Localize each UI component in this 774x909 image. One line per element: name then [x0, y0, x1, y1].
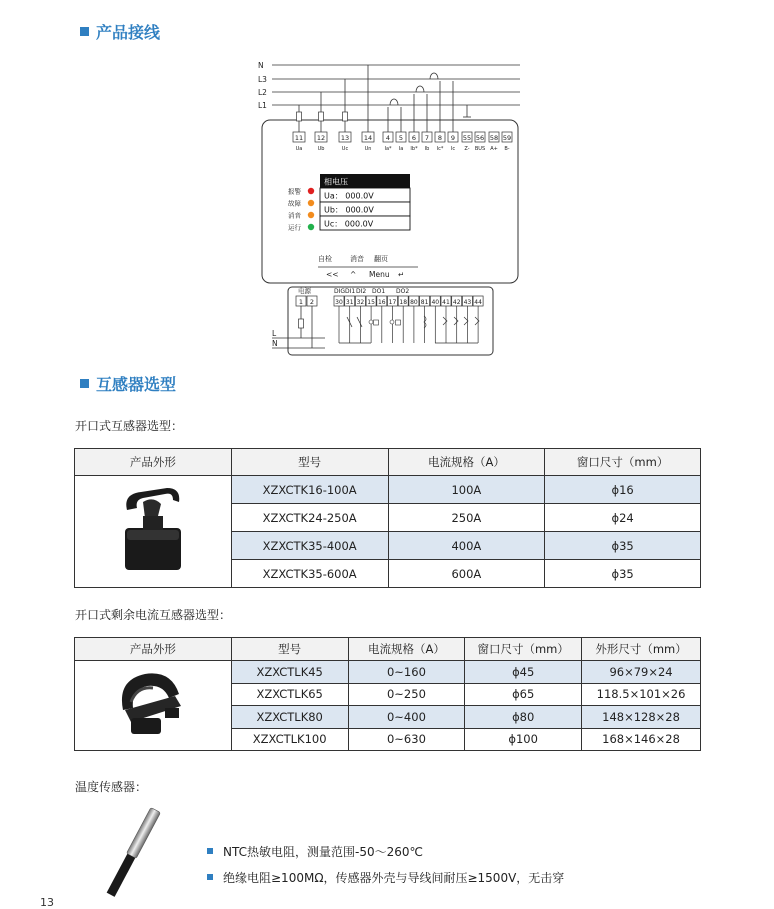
button-symbol: << — [326, 270, 339, 279]
table-header-cell: 电流规格（A） — [348, 638, 465, 661]
terminal-number: 43 — [463, 299, 472, 306]
square-bullet-icon — [80, 379, 89, 388]
current-transformer-icon — [416, 86, 424, 92]
table-header-cell: 外形尺寸（mm） — [582, 638, 701, 661]
terminal-label: Ic — [450, 146, 456, 152]
table-cell: 118.5×101×26 — [582, 683, 701, 706]
table-header-cell: 产品外形 — [75, 638, 232, 661]
terminal-label: B- — [504, 146, 510, 152]
terminal-number: 4 — [385, 134, 391, 142]
table-cell: XZXCTLK80 — [231, 706, 348, 729]
power-line-label: L — [272, 329, 277, 338]
table-row — [75, 476, 701, 504]
table-header-cell: 窗口尺寸（mm） — [545, 449, 701, 476]
io-label: DO1 — [372, 288, 386, 295]
table-cell: 0~160 — [348, 661, 465, 684]
screen-title: 相电压 — [324, 177, 348, 187]
indicator-led-icon — [308, 224, 314, 230]
table-cell: 148×128×28 — [582, 706, 701, 729]
table-cell: ϕ16 — [545, 476, 701, 504]
terminal-label: Ua — [295, 146, 303, 152]
square-bullet-icon — [207, 874, 213, 880]
table-header-cell: 窗口尺寸（mm） — [465, 638, 582, 661]
table-header-cell: 产品外形 — [75, 449, 232, 476]
table-cell: 100A — [388, 476, 545, 504]
terminal-label: Z- — [464, 146, 470, 152]
product-image — [113, 662, 193, 747]
indicator-led-icon — [308, 200, 314, 206]
terminal-number: 7 — [424, 134, 430, 142]
power-label: 电源 — [298, 287, 311, 295]
table-header-cell: 电流规格（A） — [388, 449, 545, 476]
indicator-led-icon — [308, 212, 314, 218]
indicator-label: 报警 — [288, 187, 301, 196]
io-label: DO2 — [396, 288, 410, 295]
current-transformer-icon — [390, 99, 398, 105]
table-cell: ϕ100 — [465, 728, 582, 751]
table-cell: ϕ35 — [545, 560, 701, 588]
terminal-number: 18 — [399, 299, 408, 306]
indicator-label: 故障 — [288, 199, 301, 208]
table-cell: XZXCTLK100 — [231, 728, 348, 751]
terminal-label: Un — [364, 146, 372, 152]
power-line-label: L2 — [258, 88, 267, 97]
fuse-icon — [297, 112, 302, 121]
section-title-ct — [80, 372, 176, 395]
terminal-number: 8 — [437, 134, 443, 142]
section-title-wiring — [80, 20, 160, 43]
terminal-number: 40 — [431, 299, 440, 306]
screen-row-text: Ua： 000.0V — [324, 191, 374, 201]
table-cell: 96×79×24 — [582, 661, 701, 684]
terminal-number: 11 — [294, 134, 304, 142]
terminal-number: 15 — [367, 299, 375, 306]
terminal-number: 41 — [442, 299, 450, 306]
button-symbol: ^ — [350, 270, 357, 279]
indicator-led-icon — [308, 188, 314, 194]
terminal-number: 80 — [410, 299, 418, 306]
table-cell: XZXCTK16-100A — [231, 476, 388, 504]
product-image-cell — [75, 476, 232, 588]
table-cell: 250A — [388, 504, 545, 532]
terminal-label: Ic* — [436, 146, 444, 152]
terminal-number: 32 — [356, 299, 365, 306]
temperature-sensor-image — [95, 803, 175, 898]
rcd-ct-spec-table — [74, 637, 701, 751]
table-cell: 600A — [388, 560, 545, 588]
terminal-number: 56 — [475, 134, 485, 142]
table-cell: ϕ65 — [465, 683, 582, 706]
relay-coil-icon — [374, 320, 379, 325]
terminal-number: 30 — [335, 299, 343, 306]
terminal-number: 42 — [452, 299, 461, 306]
screen-row-text: Ub： 000.0V — [324, 205, 374, 215]
page-number: 13 — [40, 896, 54, 909]
power-line-label: N — [272, 339, 278, 348]
table-cell: XZXCTK24-250A — [231, 504, 388, 532]
terminal-number: 6 — [411, 134, 417, 142]
terminal-number: 1 — [298, 298, 304, 306]
table-cell: XZXCTLK45 — [231, 661, 348, 684]
table-cell: 0~250 — [348, 683, 465, 706]
terminal-label: Ib — [424, 146, 430, 152]
sensor-subhead: 温度传感器： — [75, 780, 148, 794]
terminal-number: 55 — [462, 134, 472, 142]
terminal-number: 9 — [450, 134, 456, 142]
button-label: 消音 — [350, 255, 364, 263]
table-header-cell: 型号 — [231, 638, 348, 661]
button-symbol: Menu — [369, 270, 390, 279]
terminal-label: Uc — [341, 146, 349, 152]
terminal-number: 2 — [309, 298, 315, 306]
terminal-number: 13 — [340, 134, 350, 142]
terminal-number: 81 — [420, 299, 429, 306]
temperature-probe-icon — [443, 317, 447, 325]
section-title-text: 互感器选型 — [96, 375, 177, 394]
terminal-number: 12 — [316, 134, 326, 142]
table-cell: ϕ35 — [545, 532, 701, 560]
product-image — [113, 480, 193, 580]
sensor-bullet-list — [207, 838, 564, 890]
list-item: 绝缘电阻≥100MΩ，传感器外壳与导线间耐压≥1500V，无击穿 — [207, 864, 564, 890]
power-line-label: L1 — [258, 101, 267, 110]
fuse-icon — [343, 112, 348, 121]
indicator-label: 运行 — [288, 223, 301, 232]
table-cell: ϕ80 — [465, 706, 582, 729]
table-cell: 400A — [388, 532, 545, 560]
terminal-number: 59 — [502, 134, 512, 142]
table-cell: 0~400 — [348, 706, 465, 729]
fuse-icon — [319, 112, 324, 121]
relay-coil-icon — [396, 320, 401, 325]
terminal-label: Ia — [398, 146, 404, 152]
button-label: 翻页 — [374, 255, 388, 263]
section-title-text: 产品接线 — [96, 23, 161, 42]
current-transformer-icon — [430, 73, 438, 79]
temperature-probe-icon — [454, 317, 458, 325]
relay-contact-icon — [369, 320, 373, 324]
screen-row-text: Uc： 000.0V — [324, 219, 374, 229]
terminal-label: BUS — [474, 146, 486, 152]
table-cell: XZXCTK35-600A — [231, 560, 388, 588]
terminal-number: 31 — [345, 299, 354, 306]
io-label: DIG — [334, 288, 346, 295]
table2-subhead: 开口式剩余电流互感器选型： — [75, 608, 232, 622]
table1-subhead: 开口式互感器选型： — [75, 419, 184, 433]
table-cell: XZXCTK35-400A — [231, 532, 388, 560]
wiring-diagram — [250, 55, 530, 360]
terminal-number: 58 — [489, 134, 499, 142]
terminal-number: 44 — [474, 299, 482, 306]
terminal-label: Ia* — [384, 146, 392, 152]
fuse-icon — [299, 319, 304, 328]
table-cell: ϕ24 — [545, 504, 701, 532]
list-item: NTC热敏电阻，测量范围-50～260℃ — [207, 838, 564, 864]
indicator-label: 消音 — [288, 211, 301, 220]
table-row — [75, 661, 701, 684]
table-cell: XZXCTLK65 — [231, 683, 348, 706]
io-label: DI2 — [356, 288, 367, 295]
table-cell: 0~630 — [348, 728, 465, 751]
terminal-label: A+ — [490, 146, 498, 152]
power-line-label: N — [258, 61, 264, 70]
table-cell: ϕ45 — [465, 661, 582, 684]
terminal-label: Ib* — [410, 146, 418, 152]
product-image-cell — [75, 661, 232, 751]
switch-icon — [357, 317, 362, 327]
button-label: 自检 — [318, 255, 332, 263]
terminal-number: 17 — [388, 299, 397, 306]
table-header-cell: 型号 — [231, 449, 388, 476]
square-bullet-icon — [207, 848, 213, 854]
terminal-label: Ub — [317, 146, 325, 152]
terminal-number: 5 — [398, 134, 404, 142]
square-bullet-icon — [80, 27, 89, 36]
relay-contact-icon — [390, 320, 394, 324]
button-symbol: ↵ — [398, 270, 405, 279]
power-line-label: L3 — [258, 75, 267, 84]
terminal-number: 16 — [377, 299, 386, 306]
terminal-number: 14 — [363, 134, 373, 142]
io-label: DI1 — [345, 288, 356, 295]
ct-spec-table — [74, 448, 701, 588]
table-cell: 168×146×28 — [582, 728, 701, 751]
